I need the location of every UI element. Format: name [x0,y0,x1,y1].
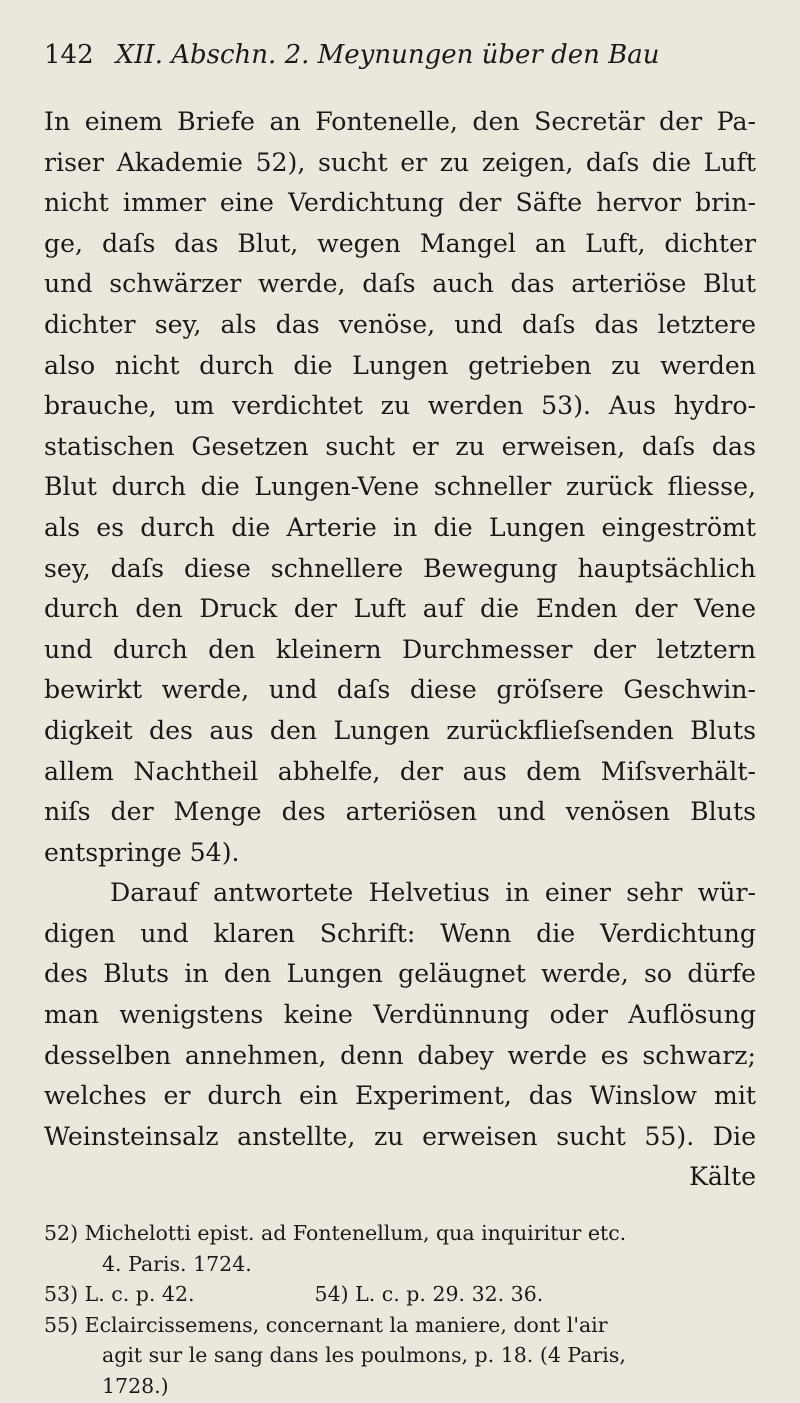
text-line: ge, daſs das Blut, wegen Mangel an Luft, dichter [44,228,756,258]
running-header [44,40,756,102]
text-line: brauche, um verdichtet zu werden 53). Aus hydro- [44,391,756,421]
text-line: also nicht durch die Lungen getrieben zu werden [44,350,756,380]
footnote-54: 54) L. c. p. 29. 32. 36. [314,1282,544,1307]
text-line: digkeit des aus den Lungen zurückflieſsenden Bluts [44,715,756,745]
text-line: durch den Druck der Luft auf die Enden der Vene [44,594,756,624]
text-line: welches er durch ein Experiment, das Winslow mit [44,1081,756,1111]
body-text [44,102,756,1198]
text-line: In einem Briefe an Fontenelle, den Secretär der Pa- [44,107,756,136]
text-line: sey, daſs diese schnellere Bewegung hauptsächlich [44,553,756,583]
footnote-55-cont: 1728.) [102,1373,169,1398]
page-number: 142 [44,40,94,70]
running-title: XII. Abschn. 2. Meynungen über den Bau [115,40,660,70]
text-line: niſs der Menge des arteriösen und venösen Bluts [44,797,756,827]
text-line: entspringe 54). [44,837,240,867]
text-line: man wenigstens keine Verdünnung oder Auflösung [44,1000,756,1030]
text-line: und durch den kleinern Durchmesser der letztern [44,634,756,664]
text-line: als es durch die Arterie in die Lungen eingeströmt [44,512,756,542]
footnote-52-cont: 4. Paris. 1724. [102,1251,252,1276]
footnote-55-cont: agit sur le sang dans les poulmons, p. 18. (4 Paris, [102,1343,626,1368]
catchword: Kälte [689,1162,756,1192]
text-line: des Bluts in den Lungen geläugnet werde, so dürfe [44,959,756,989]
footnote-55: 55) Eclaircissemens, concernant la maniere, dont l'air [44,1312,608,1337]
text-line: Weinsteinsalz anstellte, zu erweisen sucht 55). Die [44,1121,756,1151]
footnote-53: 53) L. c. p. 42. [44,1282,195,1307]
text-line: Blut durch die Lungen-Vene schneller zurück fliesse, [44,472,756,502]
footnote-52: 52) Michelotti epist. ad Fontenellum, qua inquiritur etc. [44,1221,627,1246]
text-line: Darauf antwortete Helvetius in einer sehr wür- [110,878,756,908]
footnote-row [44,1279,756,1310]
text-line: nicht immer eine Verdichtung der Säfte hervor brin- [44,188,756,218]
footnotes [44,1218,756,1401]
text-line: allem Nachtheil abhelfe, der aus dem Miſsverhält- [44,756,756,786]
text-line: und schwärzer werde, daſs auch das arteriöse Blut [44,269,756,299]
text-line: bewirkt werde, und daſs diese gröſsere Geschwin- [44,675,756,705]
text-line: digen und klaren Schrift: Wenn die Verdichtung [44,918,756,948]
text-line: dichter sey, als das venöse, und daſs das letztere [44,309,756,339]
text-line: statischen Gesetzen sucht er zu erweisen, daſs das [44,431,756,461]
text-line: riser Akademie 52), sucht er zu zeigen, daſs die Luft [44,147,756,177]
text-line: desselben annehmen, denn dabey werde es schwarz; [44,1040,756,1070]
